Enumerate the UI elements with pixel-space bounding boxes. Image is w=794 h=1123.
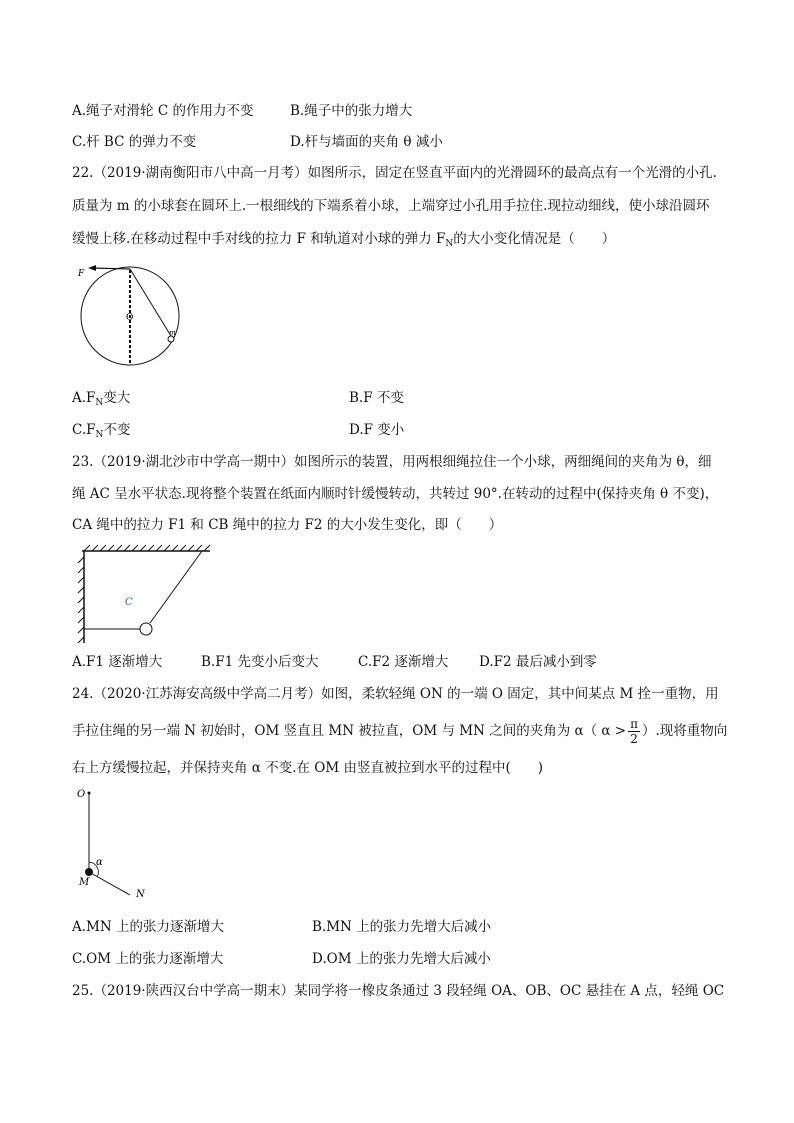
q23-figure-apparatus <box>72 543 222 645</box>
q22-stem-line2: 质量为 m 的小球套在圆环上.一根细线的下端系着小球，上端穿过小孔用手拉住.现拉动细线，使小球沿圆环 <box>72 198 710 214</box>
q23-stem-line2: 绳 AC 呈水平状态.现将整个装置在纸面内顺时针缓慢转动，共转过 90°.在转动的过程中(保持夹角 θ 不变)， <box>72 486 719 502</box>
q21-option-a: A.绳子对滑轮 C 的作用力不变 <box>72 103 254 119</box>
q22-option-a: $A.F_N$变大 <box>72 390 131 408</box>
q22-stem-line3: 缓慢上移.在移动过程中手对线的拉力 F 和轨道对小球的弹力 $F_N$的大小变化情况是（ ） <box>72 231 616 249</box>
q24-option-b: B.MN 上的张力先增大后减小 <box>312 919 492 935</box>
q22-figure-circle <box>74 262 194 372</box>
q24-option-d: D.OM 上的张力先增大后减小 <box>312 951 491 967</box>
q24-label-O: O <box>77 789 86 800</box>
pi-over-2-fraction: $\frac{\pi}{2}$ <box>630 717 639 746</box>
q22-label-O: O <box>126 313 134 323</box>
q21-option-d: D.杆与墙面的夹角 θ 减小 <box>290 134 443 150</box>
q24-stem-line2: 手拉住绳的另一端 N 初始时，OM 竖直且 MN 被拉直，OM 与 MN 之间的夹角为 α（ α > $\frac{\pi}{2}$ ）.现将重物向 <box>72 717 728 746</box>
q23-option-d: D.F2 最后减小到零 <box>479 654 597 670</box>
q24-stem-line3: 右上方缓慢拉起，并保持夹角 α 不变.在 OM 由竖直被拉到水平的过程中( ) <box>72 760 543 776</box>
q24-figure-rope <box>72 785 162 900</box>
q24-label-M: M <box>79 877 90 888</box>
q22-label-m: m <box>169 329 176 337</box>
q25-stem-line1: 25.（2019·陕西汉台中学高一期末）某同学将一橡皮条通过 3 段轻绳 OA、OB、OC 悬挂在 A 点，轻绳 OC <box>72 983 725 999</box>
q23-option-c: C.F2 逐渐增大 <box>358 654 449 670</box>
q23-option-b: B.F1 先变小后变大 <box>201 654 319 670</box>
q24-stem-line1: 24.（2020·江苏海安高级中学高二月考）如图，柔软轻绳 ON 的一端 O 固定，其中间某点 M 拴一重物，用 <box>72 686 719 702</box>
q22-option-c: $C.F_N$不变 <box>72 422 131 440</box>
q23-stem-line3: CA 绳中的拉力 F1 和 CB 绳中的拉力 F2 的大小发生变化，即（ ） <box>72 517 503 533</box>
q23-stem-line1: 23.（2019·湖北沙市中学高一期中）如图所示的装置，用两根细绳拉住一个小球，两细绳间的夹角为 θ，细 <box>72 454 712 470</box>
q21-option-c: C.杆 BC 的弹力不变 <box>72 134 197 150</box>
q24-label-N: N <box>136 889 145 900</box>
q22-option-d: D.F 变小 <box>349 422 405 438</box>
q21-option-b: B.绳子中的张力增大 <box>290 103 413 119</box>
q22-option-b: B.F 不变 <box>349 390 404 406</box>
q22-label-F: F <box>78 269 85 279</box>
q23-label-C: C <box>125 597 133 608</box>
q22-stem-line1: 22.（2019·湖南衡阳市八中高一月考）如图所示，固定在竖直平面内的光滑圆环的最高点有一个光滑的小孔. <box>72 165 717 181</box>
q24-label-alpha: α <box>96 857 103 868</box>
q24-option-a: A.MN 上的张力逐渐增大 <box>72 919 224 935</box>
q23-option-a: A.F1 逐渐增大 <box>72 654 163 670</box>
q24-option-c: C.OM 上的张力逐渐增大 <box>72 951 224 967</box>
